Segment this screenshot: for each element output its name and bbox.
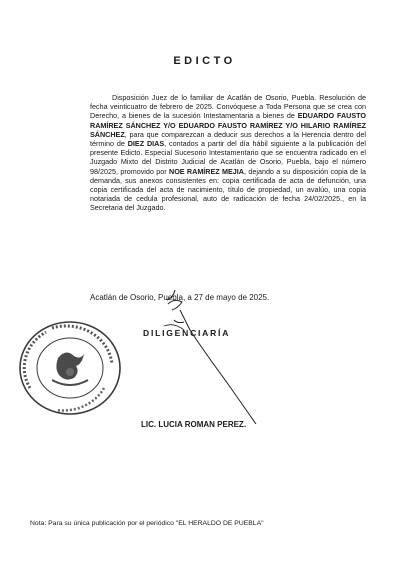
signer-name: LIC. LUCIA ROMAN PEREZ. xyxy=(141,420,247,429)
body-segment: , dejando a su disposición copia de la demanda, sus anexos consistentes en: copia certificada de acta de defunción, una copia certificada del acta de nacimiento, título de propiedad, un avalúo, una copia notariada de cedula profesional, auto de radicación de fecha 24/02/2025., en la Secretaria del Juzgado. xyxy=(90,166,366,213)
body-segment: Disposición Juez de lo familiar de Acatlán de Osorio, Puebla. Resolución de fecha veinticuatro de febrero de 2025. Convóquese a Toda Persona que se crea con Derecho, a bienes de la sucesión Intestamentaria a bienes de xyxy=(90,93,366,121)
signature-icon xyxy=(120,280,280,440)
edict-body xyxy=(90,93,366,213)
document-title: EDICTO xyxy=(173,55,236,67)
body-segment: , para que comparezcan a deducir sus derechos a la Herencia dentro del término de xyxy=(90,129,366,149)
place-date: Acatlán de Osorio, Puebla, a 27 de mayo de 2025. xyxy=(90,293,270,302)
body-segment-bold: EDUARDO FAUSTO RAMÍREZ SÁNCHEZ Y/O EDUARDO FAUSTO RAMÍREZ Y/O HILARIO RAMÍREZ SÁNCHEZ xyxy=(90,111,366,139)
body-segment: , contados a partir del día hábil siguiente a la publicación del presente Edicto. Especial Sucesorio Intestamentario que se encuentra radicado en el Juzgado Mixto del Distrito Judicial de Acatlán de Osorio, Puebla, bajo el número 98/2025, promovido por xyxy=(90,139,366,176)
publication-note: Nota: Para su única publicación por el periódico "EL HERALDO DE PUEBLA" xyxy=(30,520,264,527)
body-segment-bold: NOE RAMÍREZ MEJIA xyxy=(169,166,244,176)
office-name: DILIGENCIARÍA xyxy=(143,328,231,338)
body-segment-bold: DIEZ DIAS xyxy=(127,139,165,149)
court-seal-icon xyxy=(16,318,124,418)
